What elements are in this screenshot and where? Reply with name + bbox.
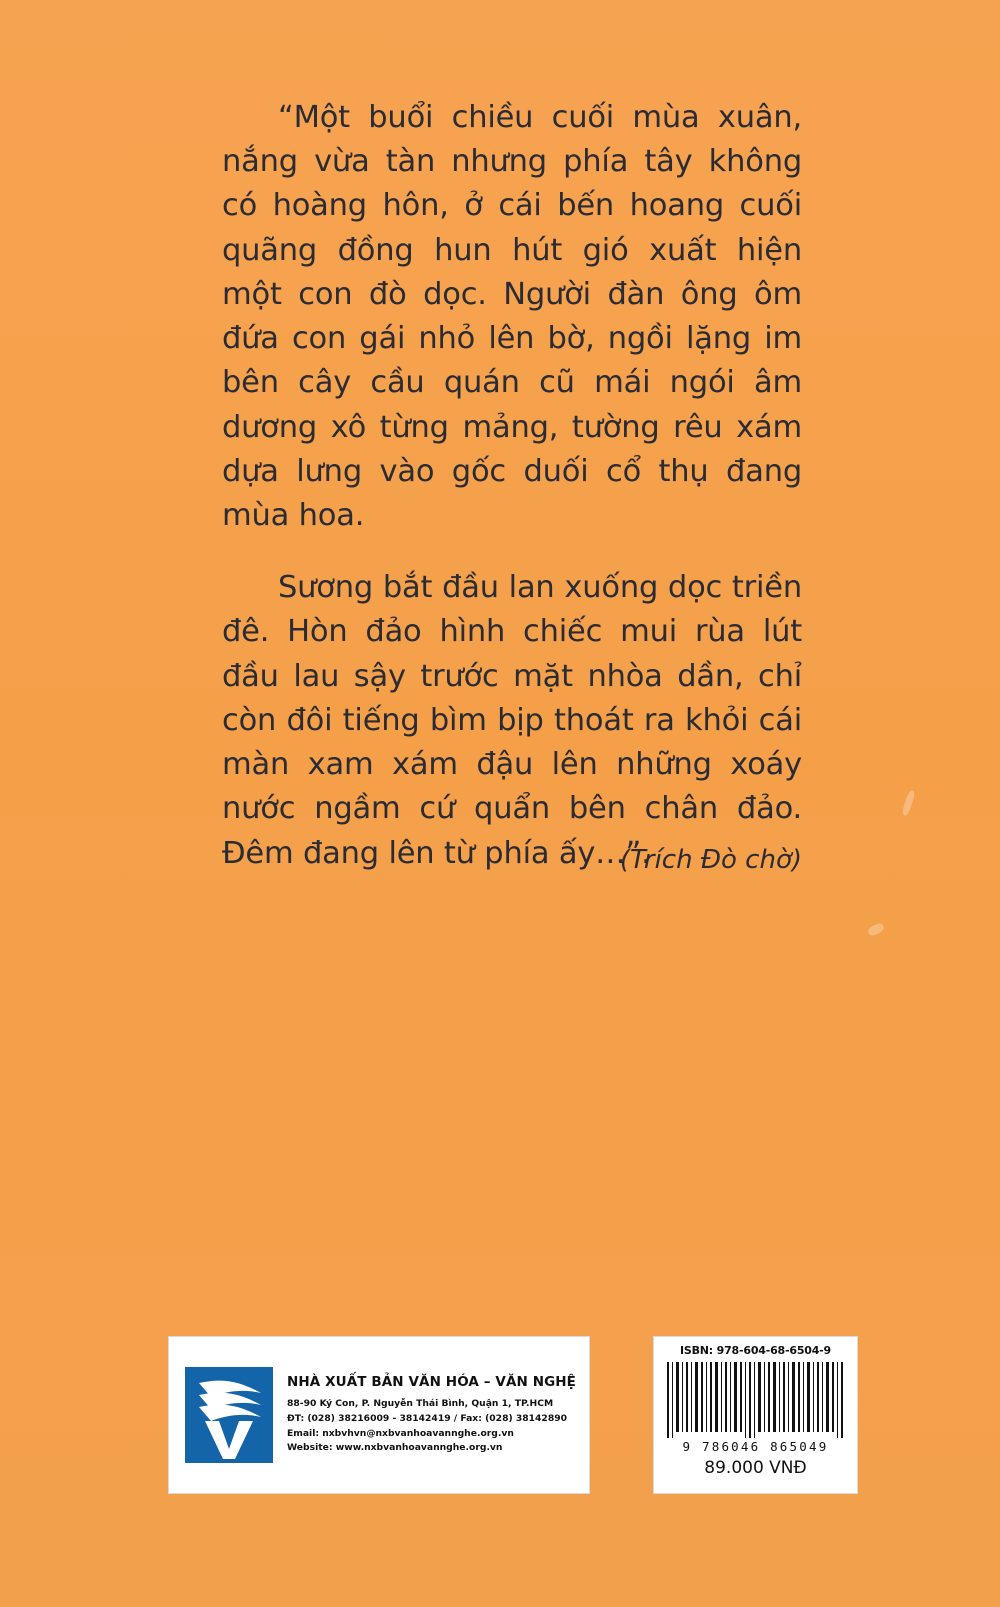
publisher-logo-icon <box>181 1365 277 1465</box>
isbn-label: ISBN: 978-604-68-6504-9 <box>680 1344 831 1357</box>
price-label: 89.000 VNĐ <box>704 1458 807 1478</box>
publisher-name: NHÀ XUẤT BẢN VĂN HÓA – VĂN NGHỆ <box>287 1373 577 1390</box>
cover-footer <box>168 1336 858 1496</box>
blurb-paragraph-1: “Một buổi chiều cuối mùa xuân, nắng vừa tàn nhưng phía tây không có hoàng hôn, ở cái bến hoang cuối quãng đồng hun hút gió xuất hiện một con đò dọc. Người đàn ông ôm đứa con gái nhỏ lên bờ, ngồi lặng im bên cây cầu quán cũ mái ngói âm dương xô từng mảng, tường rêu xám dựa lưng vào gốc duối cổ thụ đang mùa hoa. <box>222 100 802 533</box>
publisher-phone: ĐT: (028) 38216009 - 38142419 / Fax: (028) 38142890 <box>287 1412 568 1424</box>
isbn-barcode-box <box>653 1336 858 1494</box>
publisher-address: 88-90 Ký Con, P. Nguyễn Thái Bình, Quận 1, TP.HCM <box>287 1397 554 1409</box>
publisher-text-block <box>287 1374 589 1457</box>
publisher-info-box <box>168 1336 590 1494</box>
barcode-image <box>663 1362 849 1438</box>
blurb-text <box>222 96 802 876</box>
background-speck <box>901 790 916 817</box>
blurb-attribution: (Trích Đò chờ) <box>619 845 802 875</box>
barcode-digits: 9 786046 865049 <box>682 1439 829 1454</box>
publisher-email: Email: nxbvhvn@nxbvanhoavannghe.org.vn <box>287 1427 514 1439</box>
publisher-website: Website: www.nxbvanhoavannghe.org.vn <box>287 1442 503 1454</box>
blurb-paragraph-2: Sương bắt đầu lan xuống dọc triền đê. Hòn đảo hình chiếc mui rùa lút đầu lau sậy trước mặt nhòa dần, chỉ còn đôi tiếng bìm bịp thoát ra khỏi cái màn xam xám đậu lên những xoáy nước ngầm cứ quẩn bên chân đảo. Đêm đang lên từ phía ấy…”. <box>222 570 802 871</box>
background-speck <box>867 922 885 937</box>
